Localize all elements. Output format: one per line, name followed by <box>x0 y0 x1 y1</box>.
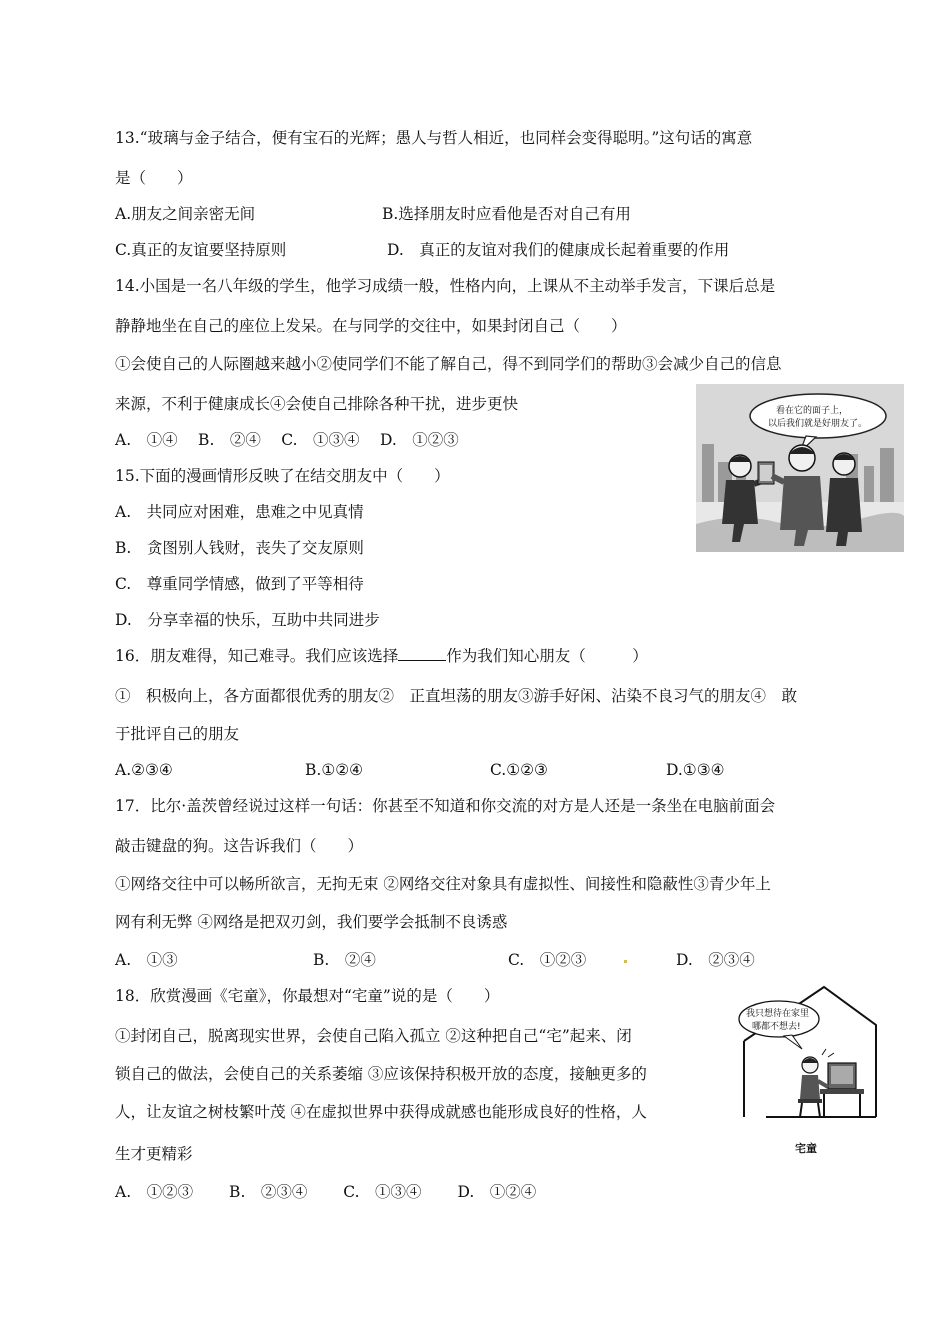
q17-stem-line2: 敲击键盘的狗。这告诉我们（ ） <box>115 837 364 855</box>
homebody-caption: 宅童 <box>795 1142 817 1155</box>
q17-stem-line1: 17．比尔·盖茨曾经说过这样一句话：你甚至不知道和你交流的对方是人还是一条坐在电脑前面会 <box>115 797 776 815</box>
homebody-bubble-line1: 我只想待在家里 <box>746 1009 810 1019</box>
q18-choices-line3: 人，让友谊之树枝繁叶茂 ④在虚拟世界中获得成就感也能形成良好的性格，人 <box>115 1103 647 1121</box>
homebody-cartoon <box>736 985 886 1137</box>
q15-option-b: B. 贪图别人钱财，丧失了交友原则 <box>115 539 364 557</box>
q16-choices-line1: ① 积极向上，各方面都很优秀的朋友② 正直坦荡的朋友③游手好闲、沾染不良习气的朋友④ 敢 <box>115 687 798 705</box>
scan-speck <box>624 960 627 963</box>
q18-choices-line2: 锁自己的做法，会使自己的关系萎缩 ③应该保持积极开放的态度，接触更多的 <box>115 1065 647 1083</box>
q18-choices-line1: ①封闭自己，脱离现实世界，会使自己陷入孤立 ②这种把自己“宅”起来、闭 <box>115 1027 632 1045</box>
q13-option-b: B.选择朋友时应看他是否对自己有用 <box>382 205 631 223</box>
q14-choices-line2: 来源，不利于健康成长④会使自己排除各种干扰，进步更快 <box>115 395 519 413</box>
q14-stem-line1: 14.小国是一名八年级的学生，他学习成绩一般，性格内向，上课从不主动举手发言，下课后总是 <box>115 277 776 295</box>
q18-stem: 18．欣赏漫画《宅童》，你最想对“宅童”说的是（ ） <box>115 987 500 1005</box>
q15-option-c: C. 尊重同学情感，做到了平等相待 <box>115 575 364 593</box>
q16-stem-line1 <box>115 646 648 666</box>
q16-stem-pre: 16．朋友难得，知己难寻。我们应该选择 <box>115 647 399 665</box>
q17-option-d: D. ②③④ <box>676 951 755 969</box>
q17-choices-line2: 网有利无弊 ④网络是把双刃剑，我们要学会抵制不良诱惑 <box>115 913 508 931</box>
q13-stem-line2: 是（ ） <box>115 169 193 187</box>
q17-option-a: A. ①③ <box>115 951 178 969</box>
q13-option-d: D. 真正的友谊对我们的健康成长起着重要的作用 <box>387 241 730 259</box>
q16-choices-line2: 于批评自己的朋友 <box>115 725 240 743</box>
friends-bubble-line2: 以后我们就是好朋友了。 <box>768 419 868 429</box>
q14-choices-line1: ①会使自己的人际圈越来越小②使同学们不能了解自己，得不到同学们的帮助③会减少自己的信息 <box>115 355 782 373</box>
q17-option-c: C. ①②③ <box>508 951 587 969</box>
q15-option-d: D. 分享幸福的快乐，互助中共同进步 <box>115 611 380 629</box>
q18-choices-line4: 生才更精彩 <box>115 1145 193 1163</box>
q16-stem-post: 作为我们知心朋友（ ） <box>446 647 648 665</box>
friends-bubble-line1: 看在它的面子上， <box>776 406 849 416</box>
q13-option-c: C.真正的友谊要坚持原则 <box>115 241 287 259</box>
friends-cartoon <box>696 384 904 552</box>
q15-stem: 15.下面的漫画情形反映了在结交朋友中（ ） <box>115 467 450 485</box>
q13-stem-line1: 13.“玻璃与金子结合，便有宝石的光辉；愚人与哲人相近，也同样会变得聪明。”这句话的寓意 <box>115 129 753 147</box>
q16-option-b: B.①②④ <box>305 761 364 779</box>
q14-options: A. ①④ B. ②④ C. ①③④ D. ①②③ <box>115 431 459 449</box>
q16-option-c: C.①②③ <box>490 761 548 779</box>
homebody-bubble-line2: 哪都不想去! <box>752 1022 801 1032</box>
q16-option-a: A.②③④ <box>115 761 173 779</box>
q15-option-a: A. 共同应对困难，患难之中见真情 <box>115 503 364 521</box>
q17-choices-line1: ①网络交往中可以畅所欲言，无拘无束 ②网络交往对象具有虚拟性、间接性和隐蔽性③青少年上 <box>115 875 771 893</box>
q17-option-b: B. ②④ <box>313 951 376 969</box>
q16-option-d: D.①③④ <box>666 761 725 779</box>
q16-answer-blank <box>398 646 446 661</box>
q18-options: A. ①②③ B. ②③④ C. ①③④ D. ①②④ <box>115 1183 537 1201</box>
q13-option-a: A.朋友之间亲密无间 <box>115 205 256 223</box>
q14-stem-line2: 静静地坐在自己的座位上发呆。在与同学的交往中，如果封闭自己（ ） <box>115 317 627 335</box>
